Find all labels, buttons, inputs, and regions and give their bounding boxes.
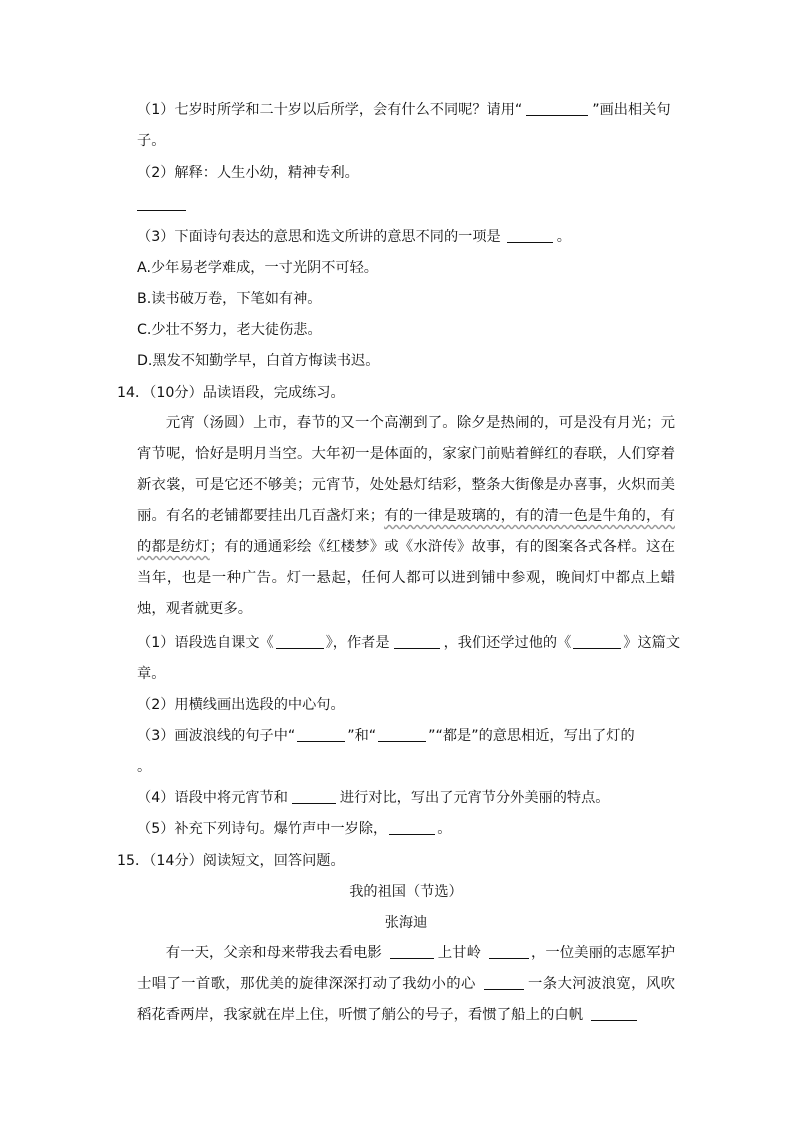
- passage-part-c: ，一位美丽的志愿军护士唱了一首歌，那优美的旋律深深打动了我幼小的心: [137, 945, 675, 992]
- answer-blank[interactable]: [292, 789, 336, 804]
- q13-sub3: [137, 227, 571, 247]
- q14-sub4: [137, 788, 609, 808]
- q14-sub5-text-a: （5）补充下列诗句。爆竹声中一岁除，: [137, 821, 388, 837]
- q14-sub3-line1: [137, 726, 635, 746]
- option-b: B.读书破万卷，下笔如有神。: [137, 291, 322, 307]
- article-title: 我的祖国（节选）: [349, 884, 463, 900]
- q13-sub2: （2）解释：人生小幼，精神专利。: [137, 165, 359, 181]
- option-a: A.少年易老学难成，一寸光阴不可轻。: [137, 260, 378, 276]
- answer-blank[interactable]: [484, 975, 524, 990]
- passage-part-a: 有一天，父亲和母来带我去看电影: [165, 945, 382, 961]
- answer-blank[interactable]: [378, 727, 426, 742]
- option-c: C.少壮不努力，老大徒伤悲。: [137, 322, 322, 338]
- q14-sub1-text-b: 》，作者是: [325, 635, 390, 651]
- q14-sub1-text-d: 》这篇文: [623, 635, 681, 651]
- passage-part-b: 上甘岭: [437, 945, 481, 961]
- answer-blank[interactable]: [137, 196, 186, 211]
- q13-sub1-line2: 子。: [137, 133, 166, 149]
- q13-sub1-text-a: （1）七岁时所学和二十岁以后所学，会有什么不同呢？请用“: [137, 102, 523, 118]
- q14-passage: [137, 408, 675, 625]
- answer-blank[interactable]: [389, 820, 435, 835]
- answer-blank[interactable]: [276, 634, 324, 649]
- q14-sub1-line2: 章。: [137, 666, 166, 682]
- q14-sub4-text-a: （4）语段中将元宵节和: [137, 790, 288, 806]
- option-d: D.黑发不知勤学早，白首方悔读书迟。: [137, 353, 380, 369]
- answer-blank[interactable]: [297, 727, 345, 742]
- q14-sub3-text-b: ”和“: [347, 728, 377, 744]
- q13-sub3-end: 。: [556, 229, 571, 245]
- answer-blank[interactable]: [489, 944, 529, 959]
- q14-sub3-text-c: ”“都是”的意思相近，写出了灯的: [428, 728, 635, 744]
- q14-sub5: [137, 819, 451, 839]
- answer-blank[interactable]: [526, 101, 588, 116]
- q15-passage: [137, 938, 675, 1031]
- article-author: 张海迪: [384, 915, 428, 931]
- answer-blank[interactable]: [390, 944, 434, 959]
- q14-sub1-text-c: ，我们还学过他的《: [443, 635, 572, 651]
- passage-part-d: 一条大河波浪宽，风吹稻花香两岸，我家就在岸上住，听惯了艄公的号子，看惯了船上的白帆: [137, 976, 675, 1023]
- q14-sub3-line2: 。: [137, 759, 152, 775]
- q14-sub1-line1: [137, 633, 680, 653]
- wavy-underlined-sentence: 有的一律是玻璃的，有的清一色是牛角的，有的都是纺灯: [137, 508, 675, 555]
- q14-sub5-text-b: 。: [437, 821, 452, 837]
- q14-header: 14．（10分）品读语段，完成练习。: [117, 385, 345, 401]
- q15-header: 15．（14分）阅读短文，回答问题。: [117, 853, 345, 869]
- passage-part-a: 元宵（汤圆）上市，春节的又一个高潮到了。除夕是热闹的，可是没有月光；元宵节呢，恰好是明月当空。大年初一是体面的，家家门前贴着鲜红的春联，人们穿着新衣裳，可是它还不够美；元宵节，处处悬灯结彩，整条大街像是办喜事，火炽而美丽。有名的老铺都要挂出几百盏灯来；: [137, 415, 675, 524]
- answer-blank[interactable]: [394, 634, 440, 649]
- q14-sub1-text-a: （1）语段选自课文《: [137, 635, 274, 651]
- q14-sub4-text-b: 进行对比，写出了元宵节分外美丽的特点。: [339, 790, 610, 806]
- answer-blank[interactable]: [573, 634, 621, 649]
- answer-blank[interactable]: [591, 1006, 637, 1021]
- answer-blank[interactable]: [507, 228, 553, 243]
- q14-sub3-text-a: （3）画波浪线的句子中“: [137, 728, 296, 744]
- q14-sub2: （2）用横线画出选段的中心句。: [137, 697, 345, 713]
- q13-sub3-text: （3）下面诗句表达的意思和选文所讲的意思不同的一项是: [137, 229, 501, 245]
- q13-sub1-line1: [137, 100, 671, 120]
- passage-part-b: ；有的通通彩绘《红楼梦》或《水浒传》故事，有的图案各式各样。这在当年，也是一种广告。灯一悬起，任何人都可以进到铺中参观，晚间灯中都点上蜡烛，观者就更多。: [137, 539, 675, 617]
- q13-sub1-text-b: ”画出相关句: [592, 102, 671, 118]
